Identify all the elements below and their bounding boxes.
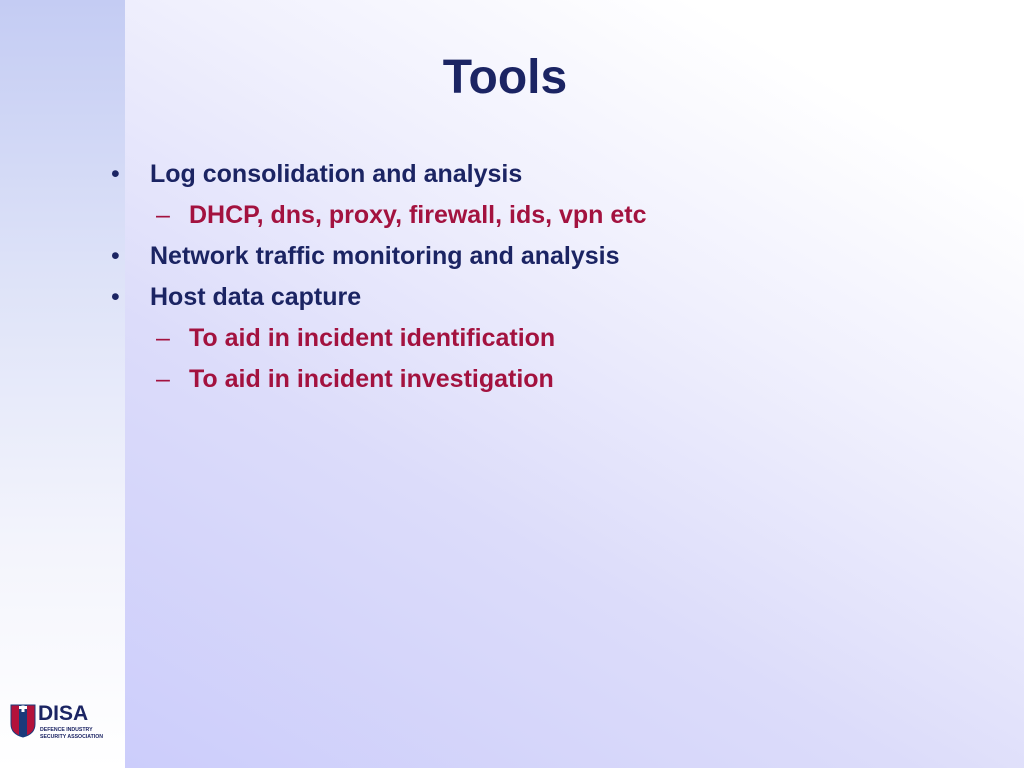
sub-bullet-text: To aid in incident investigation [189,365,554,393]
bullet-item [108,278,988,319]
sub-bullet-text: To aid in incident identification [189,324,556,352]
bullet-marker: • [111,160,120,188]
sub-bullet-marker: – [156,324,170,352]
sub-bullet-text: DHCP, dns, proxy, firewall, ids, vpn etc [189,201,647,229]
disa-logo [10,703,120,745]
bullet-marker: • [111,242,120,270]
logo-subtitle-line1: DEFENCE INDUSTRY [40,727,93,733]
logo-wordmark: DISA [38,702,89,725]
bullet-text: Network traffic monitoring and analysis [150,242,620,270]
bullet-item [108,237,988,278]
sub-bullet-item [108,196,988,237]
logo-subtitle-line2: SECURITY ASSOCIATION [40,734,104,740]
slide-title: Tools [442,51,568,104]
bullet-item [108,155,988,196]
sub-bullet-item [108,319,988,360]
sub-bullet-marker: – [156,201,170,229]
bullet-list [108,155,988,401]
bullet-text: Host data capture [150,283,362,311]
left-band [0,0,125,768]
sub-bullet-marker: – [156,365,170,393]
bullet-text: Log consolidation and analysis [150,160,523,188]
sub-bullet-item [108,360,988,401]
bullet-marker: • [111,283,120,311]
shield-icon [10,704,36,738]
